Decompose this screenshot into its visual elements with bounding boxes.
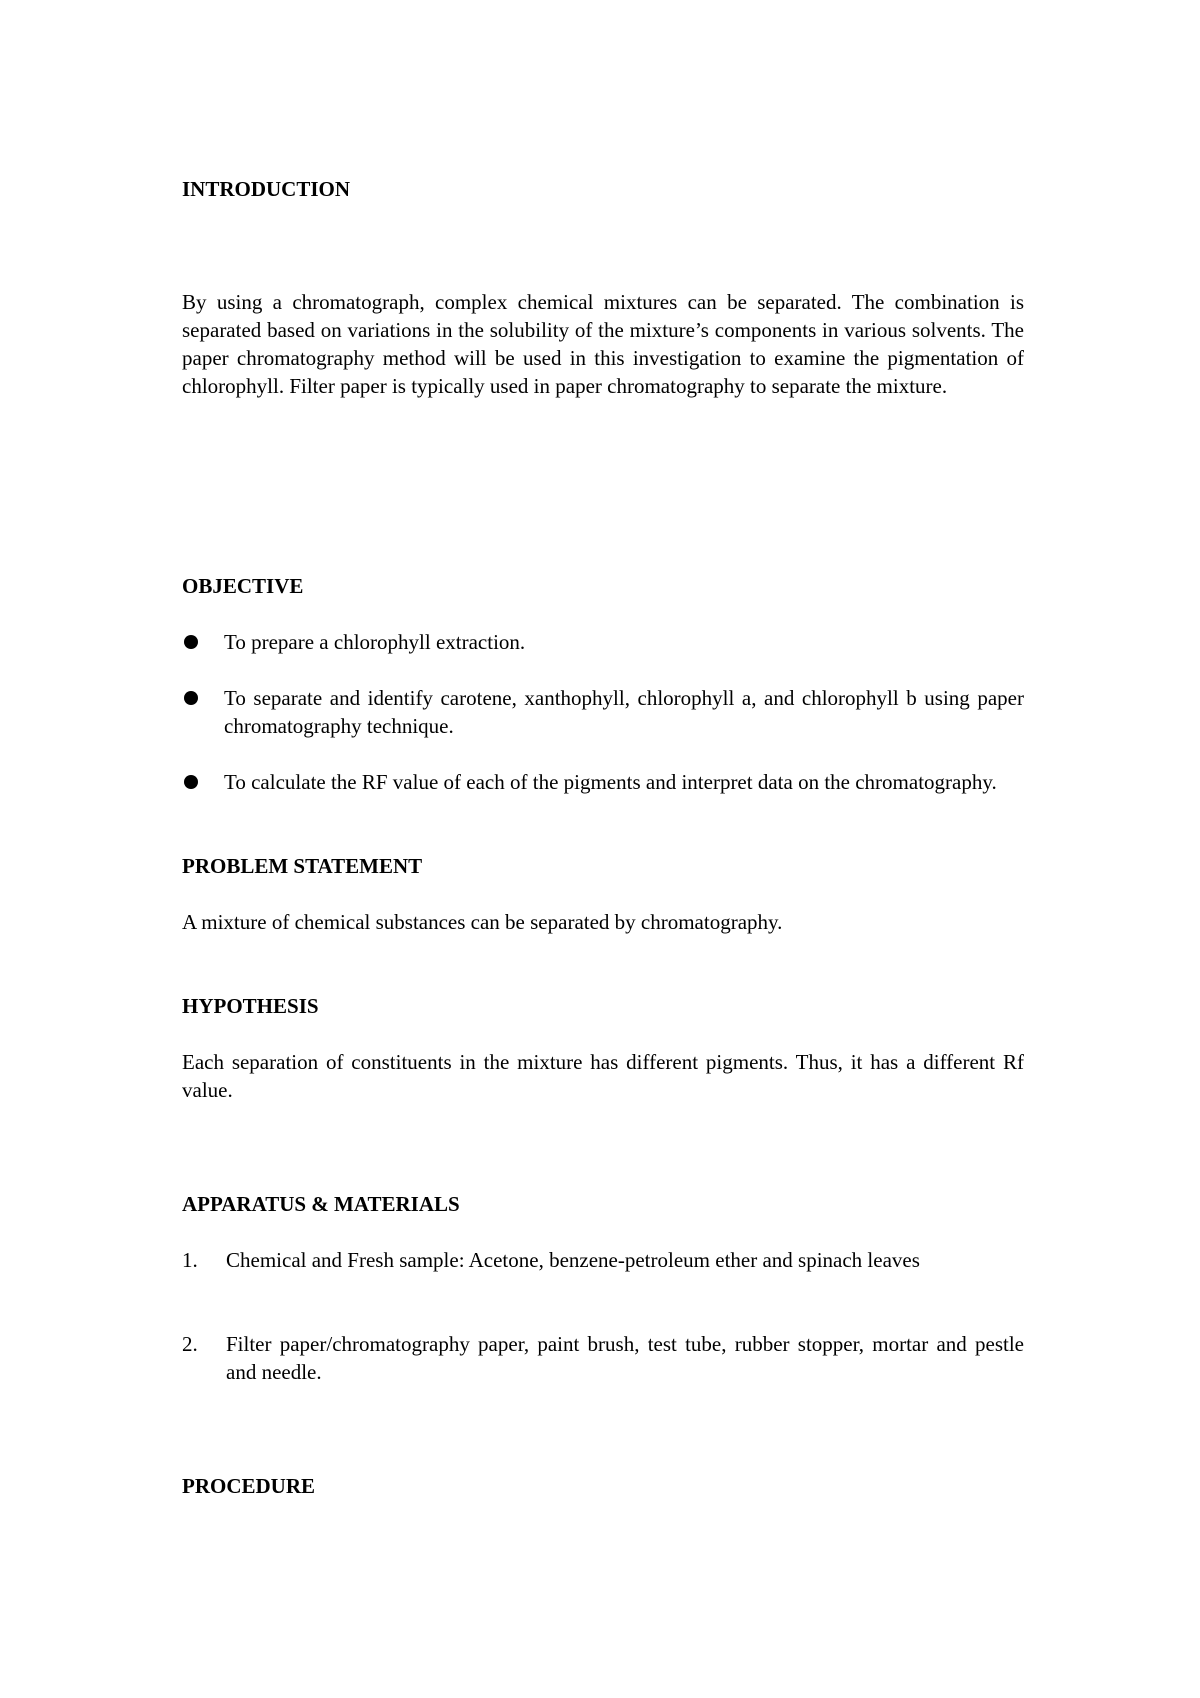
problem-statement-heading: PROBLEM STATEMENT	[182, 854, 423, 878]
objective-item-text: To separate and identify carotene, xanthophyll, chlorophyll a, and chlorophyll b using paper chromatography technique.	[224, 686, 1024, 738]
objective-heading: OBJECTIVE	[182, 574, 304, 598]
introduction-heading: INTRODUCTION	[182, 177, 351, 201]
apparatus-item-text: Chemical and Fresh sample: Acetone, benzene-petroleum ether and spinach leaves	[226, 1248, 920, 1272]
hypothesis-paragraph: Each separation of constituents in the mixture has different pigments. Thus, it has a different Rf value.	[182, 1050, 1024, 1102]
objective-item-text: To calculate the RF value of each of the pigments and interpret data on the chromatography.	[224, 770, 997, 794]
bullet-icon	[184, 691, 198, 705]
objective-item-text: To prepare a chlorophyll extraction.	[224, 630, 526, 654]
apparatus-heading: APPARATUS & MATERIALS	[182, 1192, 460, 1216]
list-number: 1.	[182, 1248, 198, 1272]
bullet-icon	[184, 635, 198, 649]
procedure-heading: PROCEDURE	[182, 1474, 316, 1498]
list-number: 2.	[182, 1332, 198, 1356]
introduction-paragraph: By using a chromatograph, complex chemical mixtures can be separated. The combination is separated based on variations in the solubility of the mixture’s components in various solvents. The paper chromatography method will be used in this investigation to examine the pigmentation of chlorophyll. Filter paper is typically used in paper chromatography to separate the mixture.	[182, 290, 1024, 398]
bullet-icon	[184, 775, 198, 789]
problem-statement-paragraph: A mixture of chemical substances can be separated by chromatography.	[182, 910, 783, 934]
apparatus-item-text: Filter paper/chromatography paper, paint brush, test tube, rubber stopper, mortar and pestle and needle.	[226, 1332, 1024, 1384]
hypothesis-heading: HYPOTHESIS	[182, 994, 319, 1018]
